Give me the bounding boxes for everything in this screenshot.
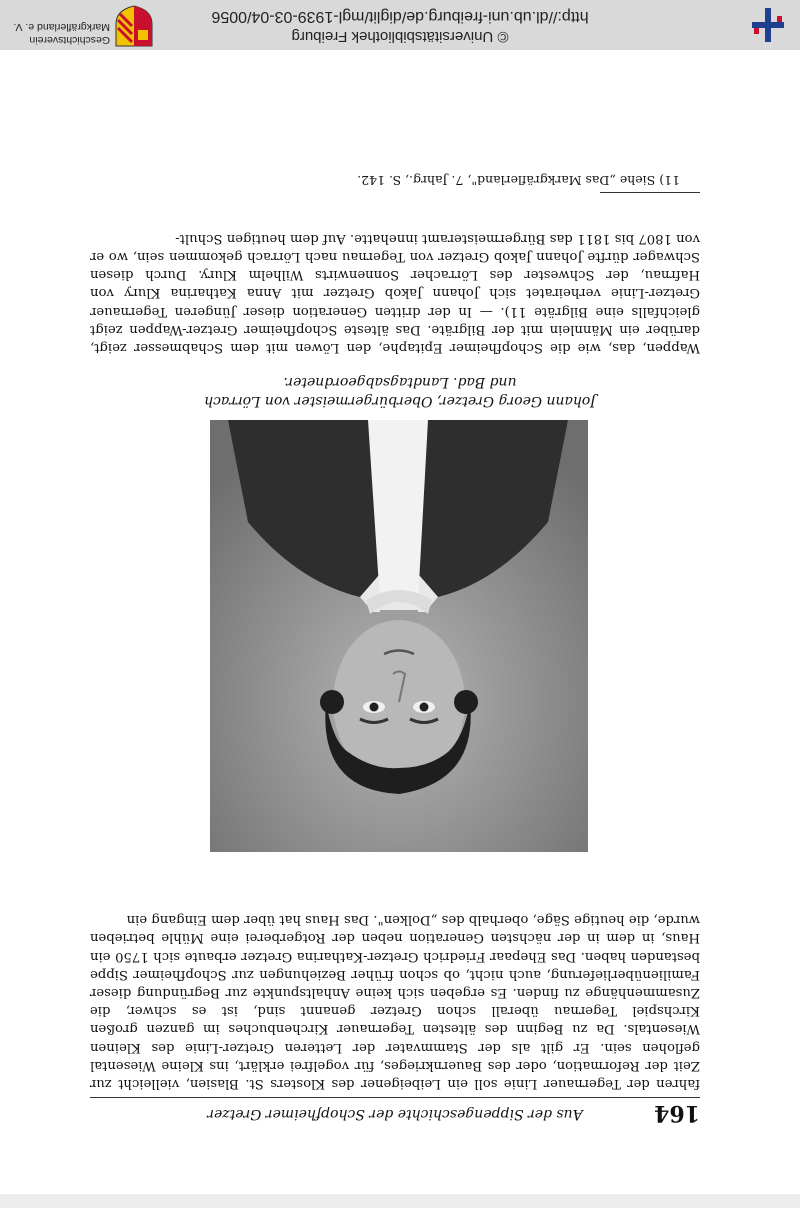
body-paragraph-2: Wappen, das, wie die Schopfheimer Epitaphe, den Löwen mit dem Schabmesser zeigt, darüber ein Männlein mit der Bilgräte. Das älteste Schopfheimer Gretzer-Wappen zeigt gleichfalls eine Bilgräte 11). — In der dritten Generation dieser Jüngeren Tegernauer Gretzer-Linie verheiratet sich Johann Jakob Gretzer mit Anna Katharina Klury von Hafrnau, der Schwester des Lörracher Sonnenwirts Wilhelm Klury. Durch diesen Schwager dürfte Johann Jakob Gretzer von Tegernau nach Lörrach gekommen sein, wo er von 1807 bis 1811 das Bürgermeisteramt innehatte. Auf dem heutigen Schult- (90, 230, 700, 355)
footnote: 11) Siehe „Das Markgräflerland", 7. Jahrg., S. 142. (357, 173, 680, 188)
body-paragraph-1: fahren der Tegernauer Linie soll ein Leibeigener des Klosters St. Blasien, vielleicht zur Zeit der Reformation, oder des Bauernkrieges, für vogelfrei erklärt, ins Kleine Wiesental geflohen sein. Er gilt als der Stammvater der Letteren Gretzer-Linie des Kleinen Wiesentals. Da zu Beginn des ältesten Tegernauer Kirchenbuches im ganzen großen Kirchspiel Tegernau überall schon Gretzer genannt sind, ist es schwer, die Zusammenhänge zu finden. Es ergeben sich keine Anhaltspunkte zur Begründung dieser Familienüberlieferung, auch nicht, ob schon früher Beziehungen zur Schopfheimer Sippe bestanden haben. Das Ehepaar Friedrich Gretzer-Katharina Gretzer erbaute sich 1750 ein Haus, in dem in der nächsten Generation neben der Rotgerberei eine Mühle betrieben wurde, die heutige Säge, oberhalb des „Dolken". Das Haus hat über dem Eingang ein (90, 912, 700, 1091)
footnote-rule (600, 192, 700, 193)
viewer-bar (0, 0, 800, 50)
portrait-caption (150, 372, 650, 410)
portrait-drawing (210, 420, 588, 852)
portrait-image (210, 420, 588, 852)
bottom-strip (0, 1194, 800, 1208)
page-number: 164 (654, 1100, 700, 1126)
caption-line-2: und Bad. Landtagsabgeordneter. (283, 374, 517, 390)
source-url-link[interactable]: http://dl.ub.uni-freiburg.de/diglit/mgl-1939-03-04/0056 (211, 8, 589, 25)
running-head: Aus der Sippengeschichte der Schopfheimer Gretzer (207, 1106, 583, 1122)
org-name-line-2: Markgräflerland e. V. (13, 21, 110, 33)
geschichtsverein-crest-icon[interactable] (114, 4, 154, 48)
page-header (90, 1097, 700, 1128)
copyright-text: © Universitätsbibliothek Freiburg (291, 28, 509, 45)
org-name-line-1: Geschichtsverein (29, 34, 110, 46)
caption-line-1: Johann Georg Gretzer, Oberbürgermeister von Lörrach (204, 393, 596, 409)
org-name (0, 20, 110, 46)
